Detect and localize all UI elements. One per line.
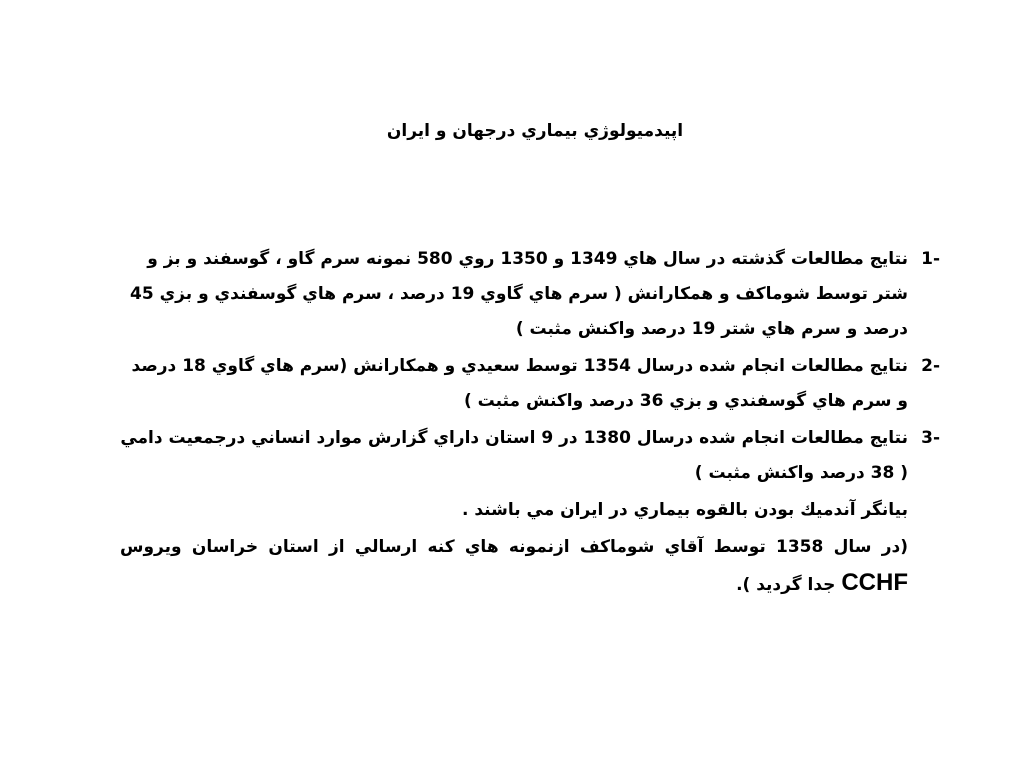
item-number: 3- [921,428,940,448]
item-text: نتايج مطالعات انجام شده درسال 1380 در 9 استان داراي گزارش موارد انساني درجمعيت دامي ( 38 درصد واكنش مثبت ) [120,428,908,483]
item-number: 2- [921,356,940,376]
list-item [120,421,940,491]
summary-label: بيانگر آندميك بودن بالقوه بيماري در ايران مي باشند . [461,500,908,520]
final-text-end: جدا گرديد ). [736,575,836,595]
slide-body [120,242,940,605]
summary-text [120,493,940,528]
virus-name: CCHF [841,569,908,596]
list-item [120,242,940,347]
slide-title: اپيدميولوژي بيماري درجهان و ايران [386,121,684,141]
item-text: نتايج مطالعات انجام شده درسال 1354 توسط سعيدي و همكارانش (سرم هاي گاوي 18 درصد و سرم هاي گوسفندي و بزي 36 درصد واكنش مثبت ) [131,356,908,411]
list-item [120,349,940,419]
final-note [120,530,940,603]
item-text: نتايج مطالعات گذشته در سال هاي 1349 و 1350 روي 580 نمونه سرم گاو ، گوسفند و بز و شتر توسط شوماكف و همكارانش ( سرم هاي گاوي 19 درصد ، سرم هاي گوسفندي و بزي 45 درصد و سرم هاي شتر 19 درصد واكنش مثبت ) [130,249,908,339]
final-text: (در سال 1358 توسط آقاي شوماكف ازنمونه هاي كنه ارسالي از استان خراسان ويروس [120,537,909,557]
item-number: 1- [921,249,940,269]
